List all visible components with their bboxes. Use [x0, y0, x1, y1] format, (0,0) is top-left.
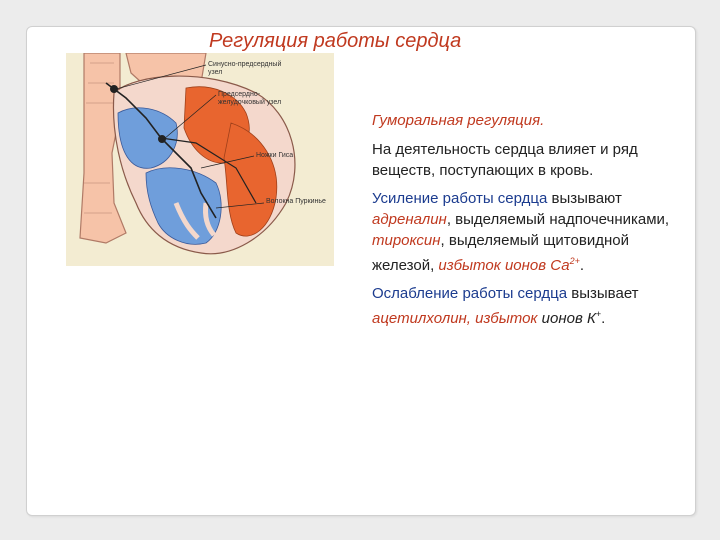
enhancement-lead: Усиление работы сердца [372, 190, 548, 207]
enhancement-end: . [579, 257, 585, 274]
paragraph-weakening [372, 283, 692, 329]
heart-conduction-diagram [66, 53, 334, 266]
thyroxine: тироксин [372, 232, 441, 249]
label-sa-node: Синусно-предсердный узел [208, 61, 282, 76]
content-column [372, 110, 692, 336]
adrenaline: адреналин [372, 211, 447, 228]
calcium-excess [438, 257, 579, 274]
calcium-charge: 2+ [569, 256, 580, 266]
adrenaline-desc: , выделяемый надпочечниками, [446, 211, 670, 228]
label-purkinje: Волокна Пуркинье [266, 198, 326, 205]
humoral-heading: Гуморальная регуляция. [372, 112, 545, 129]
thyroxine-desc: , выделяемый щитовидной железой, [372, 232, 629, 274]
potassium-charge: + [595, 309, 602, 319]
acetylcholine: ацетилхолин, избыток [372, 310, 538, 327]
weakening-verb: вызывает [571, 285, 639, 302]
potassium-text: ионов К [541, 310, 596, 327]
weakening-end: . [601, 310, 606, 327]
potassium-ions [542, 310, 601, 327]
calcium-text: избыток ионов Са [438, 257, 570, 274]
weakening-lead: Ослабление работы сердца [372, 285, 568, 302]
av-node [158, 135, 166, 143]
enhancement-verb: вызывают [551, 190, 622, 207]
paragraph-enhancement [372, 188, 692, 276]
slide-title: Регуляция работы сердца [209, 30, 462, 52]
label-his-bundle: Ножки Гиса [256, 152, 294, 159]
label-av-node: Предсердно-желудочковый узел [218, 91, 282, 106]
paragraph-intro: На деятельность сердца влияет и ряд веществ, поступающих в кровь. [372, 141, 638, 179]
